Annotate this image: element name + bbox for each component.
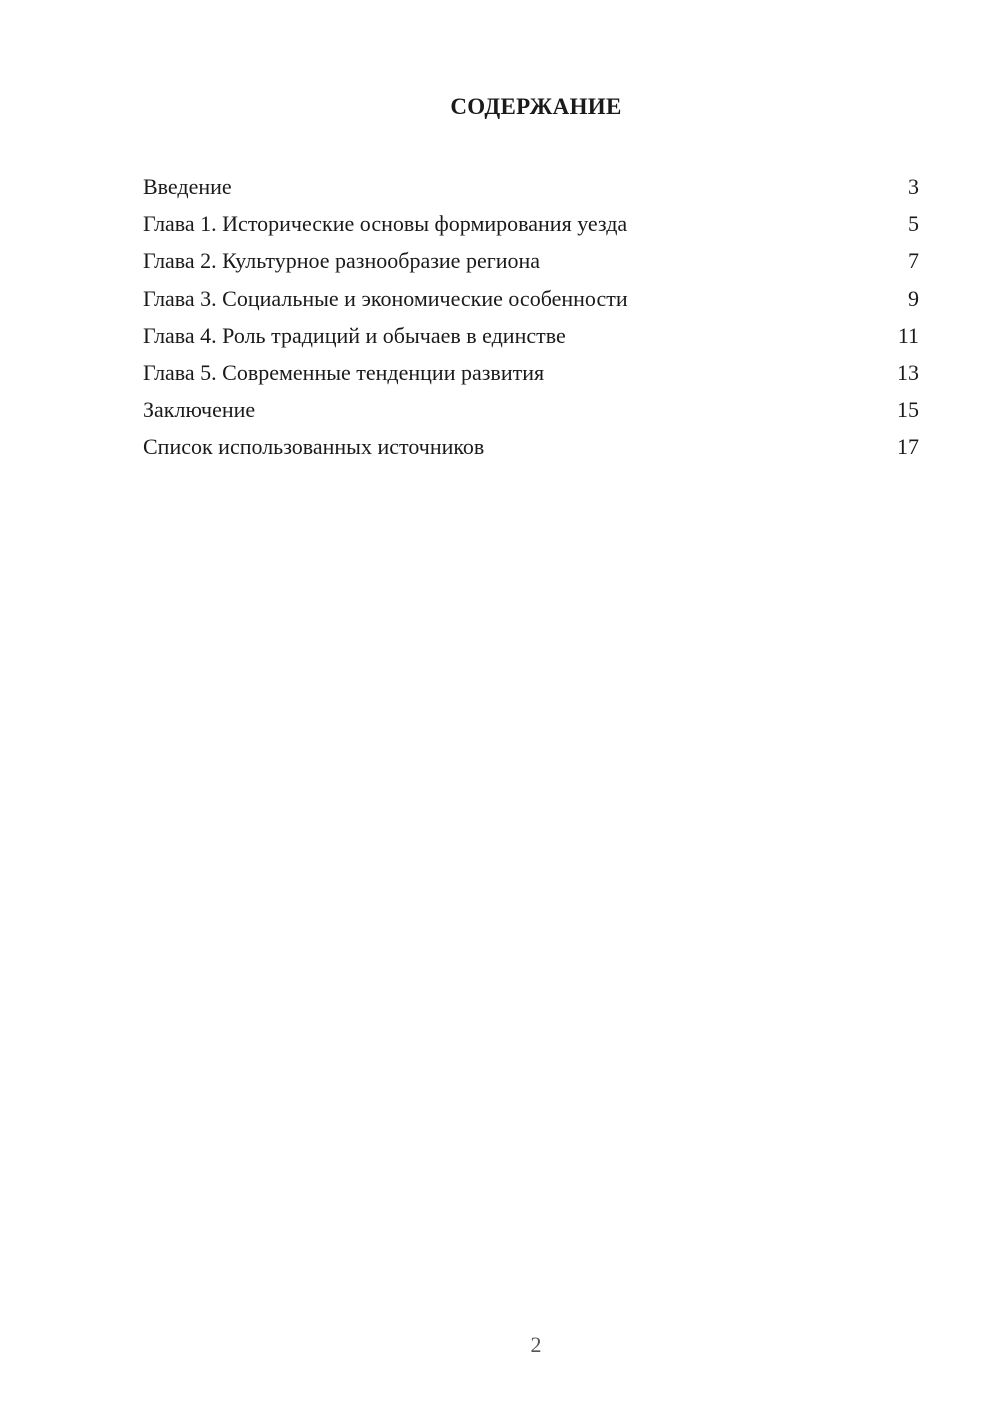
toc-entry-chapter-5[interactable] <box>143 354 919 391</box>
toc-entry-label: Глава 2. Культурное разнообразие региона <box>143 248 541 274</box>
toc-entry-page: 13 <box>897 359 919 385</box>
toc-entry-chapter-3[interactable] <box>143 280 919 317</box>
toc-entry-label: Список использованных источников <box>143 434 485 460</box>
toc-entry-chapter-4[interactable] <box>143 317 919 354</box>
toc-entry-label: Заключение <box>143 397 256 423</box>
toc-entry-chapter-2[interactable] <box>143 242 919 279</box>
toc-entry-page: 15 <box>897 397 919 423</box>
toc-entry-page: 7 <box>908 248 919 274</box>
toc-entry-label: Глава 5. Современные тенденции развития <box>143 359 545 385</box>
toc-entry-chapter-1[interactable] <box>143 205 919 242</box>
toc-title: СОДЕРЖАНИЕ <box>450 94 622 119</box>
toc-entry-label: Глава 4. Роль традиций и обычаев в единстве <box>143 322 566 348</box>
table-of-contents <box>143 168 919 466</box>
toc-entry-page: 5 <box>908 211 919 237</box>
toc-entry-page: 9 <box>908 285 919 311</box>
toc-entry-label: Введение <box>143 174 232 199</box>
toc-entry-conclusion[interactable] <box>143 391 919 428</box>
toc-entry-page: 11 <box>897 322 919 348</box>
toc-entry-label: Глава 1. Исторические основы формирования уезда <box>143 211 628 237</box>
toc-entry-introduction[interactable] <box>143 168 919 205</box>
toc-entry-label: Глава 3. Социальные и экономические особенности <box>143 285 628 311</box>
page-number: 2 <box>530 1332 542 1357</box>
toc-entry-references[interactable] <box>143 428 919 465</box>
toc-entry-page: 3 <box>908 174 919 199</box>
toc-entry-page: 17 <box>897 434 919 460</box>
